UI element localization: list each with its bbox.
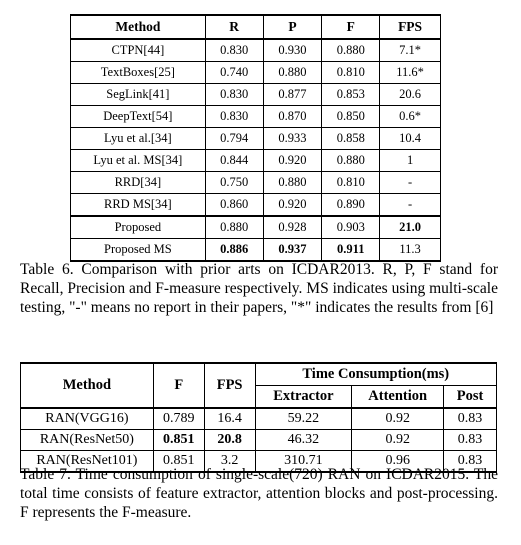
table-cell: 0.96 <box>352 451 444 473</box>
table-row <box>71 39 441 62</box>
table-cell: 3.2 <box>204 451 255 473</box>
table-cell-best: 20.8 <box>204 430 255 451</box>
table-cell: 0.880 <box>205 216 263 239</box>
table-cell: 0.6* <box>380 106 441 128</box>
table-cell-best: 0.937 <box>263 239 322 262</box>
table-cell: 0.810 <box>322 172 380 194</box>
table-cell: 0.794 <box>205 128 263 150</box>
table-row <box>21 430 497 451</box>
table-cell: 0.880 <box>322 39 380 62</box>
table6-header-r: R <box>205 15 263 39</box>
table-row <box>71 194 441 217</box>
comparison-table-icdar2013 <box>70 14 441 262</box>
table-cell: 0.750 <box>205 172 263 194</box>
time-consumption-table <box>20 362 497 473</box>
table-cell: 0.858 <box>322 128 380 150</box>
table-cell: 0.870 <box>263 106 322 128</box>
table-cell: SegLink[41] <box>71 84 206 106</box>
table-cell: 0.880 <box>263 62 322 84</box>
table-cell: DeepText[54] <box>71 106 206 128</box>
table7-header-attention: Attention <box>352 386 444 409</box>
table-cell: 0.920 <box>263 150 322 172</box>
table-cell: Lyu et al.[34] <box>71 128 206 150</box>
table-cell: RAN(VGG16) <box>21 408 154 430</box>
table-cell: 0.920 <box>263 194 322 217</box>
table-cell: 0.830 <box>205 84 263 106</box>
table-cell-best: 0.851 <box>153 430 204 451</box>
table7-header-method: Method <box>21 363 154 408</box>
table-row <box>71 150 441 172</box>
table-cell: 0.83 <box>444 451 497 473</box>
table-cell: 310.71 <box>255 451 352 473</box>
table-row <box>71 106 441 128</box>
table-cell: - <box>380 194 441 217</box>
table-cell: 0.880 <box>322 150 380 172</box>
table-cell: 0.810 <box>322 62 380 84</box>
table6-header-fps: FPS <box>380 15 441 39</box>
table6-header-p: P <box>263 15 322 39</box>
table-cell: Lyu et al. MS[34] <box>71 150 206 172</box>
table-cell-best: 0.886 <box>205 239 263 262</box>
table-cell: 0.83 <box>444 408 497 430</box>
table-cell: 46.32 <box>255 430 352 451</box>
table-cell: RAN(ResNet101) <box>21 451 154 473</box>
table-cell: 1 <box>380 150 441 172</box>
table-cell: CTPN[44] <box>71 39 206 62</box>
table-cell: 0.853 <box>322 84 380 106</box>
table-cell: 0.851 <box>153 451 204 473</box>
table-cell: 59.22 <box>255 408 352 430</box>
table6-header-method: Method <box>71 15 206 39</box>
table7-header-f: F <box>153 363 204 408</box>
table-cell: 0.830 <box>205 39 263 62</box>
table7-header-post: Post <box>444 386 497 409</box>
table-row <box>71 216 441 239</box>
table-cell: 11.3 <box>380 239 441 262</box>
table7-header-time-group: Time Consumption(ms) <box>255 363 496 386</box>
table7-header-row <box>21 363 497 386</box>
table-cell: 0.928 <box>263 216 322 239</box>
table7-caption: Table 7. Time consumption of single-scale(720) RAN on ICDAR2015. The total time consists of feature extractor, attention blocks and post-processing. F represents the F-measure. <box>20 466 498 521</box>
table6-caption: Table 6. Comparison with prior arts on ICDAR2013. R, P, F stand for Recall, Precision and F-measure respectively. MS indicates using multi-scale testing, "-" means no report in their papers, "*" indicates the results from [6] <box>20 261 498 316</box>
table-cell: 0.830 <box>205 106 263 128</box>
table-cell: 0.860 <box>205 194 263 217</box>
table-row <box>71 128 441 150</box>
table-cell: 10.4 <box>380 128 441 150</box>
table6-header-row <box>71 15 441 39</box>
table-row <box>71 172 441 194</box>
table-cell: 0.83 <box>444 430 497 451</box>
table-cell: - <box>380 172 441 194</box>
table-cell: 0.890 <box>322 194 380 217</box>
table-cell: 0.903 <box>322 216 380 239</box>
table-cell: 20.6 <box>380 84 441 106</box>
table-row <box>71 62 441 84</box>
table-cell: 0.877 <box>263 84 322 106</box>
table7-header-fps: FPS <box>204 363 255 408</box>
table-cell: 0.789 <box>153 408 204 430</box>
table-cell: Proposed MS <box>71 239 206 262</box>
table-cell: 0.880 <box>263 172 322 194</box>
table-cell: TextBoxes[25] <box>71 62 206 84</box>
table-cell: RAN(ResNet50) <box>21 430 154 451</box>
table-cell-best: 0.911 <box>322 239 380 262</box>
table-cell: Proposed <box>71 216 206 239</box>
table-cell: RRD MS[34] <box>71 194 206 217</box>
table-cell: 0.92 <box>352 408 444 430</box>
table6-header-f: F <box>322 15 380 39</box>
table-cell: 0.92 <box>352 430 444 451</box>
table-cell: 0.844 <box>205 150 263 172</box>
table-row <box>71 239 441 262</box>
table-cell: 0.740 <box>205 62 263 84</box>
table-cell: 0.930 <box>263 39 322 62</box>
table-row <box>71 84 441 106</box>
table-cell-best: 21.0 <box>380 216 441 239</box>
table-cell: 16.4 <box>204 408 255 430</box>
table-cell: 0.933 <box>263 128 322 150</box>
table-cell: RRD[34] <box>71 172 206 194</box>
table-row <box>21 408 497 430</box>
table-cell: 7.1* <box>380 39 441 62</box>
table-cell: 0.850 <box>322 106 380 128</box>
table-cell: 11.6* <box>380 62 441 84</box>
table7-header-extractor: Extractor <box>255 386 352 409</box>
